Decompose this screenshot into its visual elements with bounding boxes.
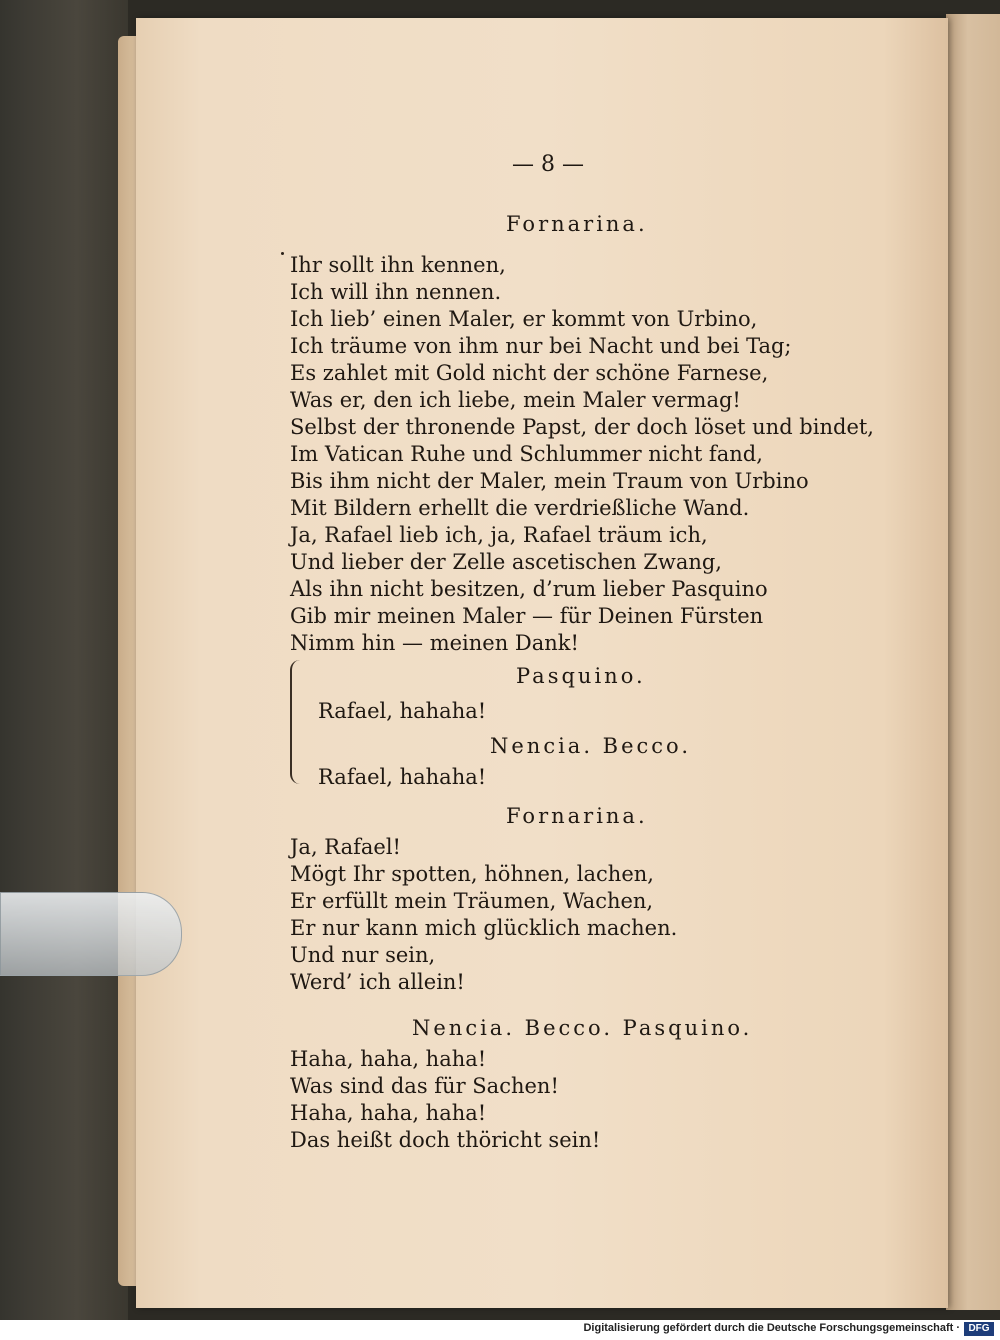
verse-block: [290, 834, 677, 996]
verse-line: Als ihn nicht besitzen, d’rum lieber Pasquino: [290, 577, 768, 601]
dfg-logo: DFG: [964, 1322, 994, 1336]
verse-line: Er erfüllt mein Träumen, Wachen,: [290, 889, 654, 913]
verse-line: Selbst der thronende Papst, der doch löset und bindet,: [290, 415, 874, 439]
speaker-heading: Pasquino.: [516, 664, 646, 688]
verse-line: Haha, haha, haha!: [290, 1047, 487, 1071]
verse-line: Rafael, hahaha!: [318, 699, 487, 723]
verse-line: Ihr sollt ihn kennen,: [290, 253, 506, 277]
verse-line: Werd’ ich allein!: [290, 970, 465, 994]
verse-line: Er nur kann mich glücklich machen.: [290, 916, 678, 940]
verse-line: Gib mir meinen Maler — für Deinen Fürsten: [290, 604, 764, 628]
facing-page-edge: [946, 14, 1000, 1310]
verse-block: [290, 1046, 600, 1154]
verse-line: Mit Bildern erhellt die verdrießliche Wand.: [290, 496, 750, 520]
verse-line: Ich will ihn nennen.: [290, 280, 502, 304]
verse-line: Im Vatican Ruhe und Schlummer nicht fand,: [290, 442, 763, 466]
verse-line: Und lieber der Zelle ascetischen Zwang,: [290, 550, 722, 574]
chorus-bracket: [290, 660, 306, 784]
ink-mark: [281, 252, 284, 255]
verse-line: Was er, den ich liebe, mein Maler vermag!: [290, 388, 741, 412]
verse-line: Es zahlet mit Gold nicht der schöne Farnese,: [290, 361, 769, 385]
verse-block: [290, 252, 874, 657]
verse-line: Nimm hin — meinen Dank!: [290, 631, 579, 655]
book-binding: [0, 0, 128, 1320]
page-marker-tab: [0, 892, 182, 976]
verse-line: Mögt Ihr spotten, höhnen, lachen,: [290, 862, 654, 886]
verse-line: Und nur sein,: [290, 943, 436, 967]
footer-credit: Digitalisierung gefördert durch die Deutsche Forschungsgemeinschaft ·: [583, 1322, 960, 1334]
verse-line: Was sind das für Sachen!: [290, 1074, 559, 1098]
verse-line: Ja, Rafael lieb ich, ja, Rafael träum ich,: [290, 523, 708, 547]
verse-line: Rafael, hahaha!: [318, 765, 487, 789]
speaker-heading: Fornarina.: [506, 212, 648, 236]
verse-line: Haha, haha, haha!: [290, 1101, 487, 1125]
speaker-heading: Fornarina.: [506, 804, 648, 828]
page-number: — 8 —: [512, 152, 584, 177]
speaker-heading: Nencia. Becco.: [490, 734, 692, 758]
speaker-heading: Nencia. Becco. Pasquino.: [412, 1016, 753, 1040]
verse-line: Das heißt doch thöricht sein!: [290, 1128, 601, 1152]
verse-line: Ich lieb’ einen Maler, er kommt von Urbino,: [290, 307, 758, 331]
verse-line: Bis ihm nicht der Maler, mein Traum von Urbino: [290, 469, 809, 493]
verse-line: Ja, Rafael!: [290, 835, 401, 859]
verse-line: Ich träume von ihm nur bei Nacht und bei Tag;: [290, 334, 792, 358]
